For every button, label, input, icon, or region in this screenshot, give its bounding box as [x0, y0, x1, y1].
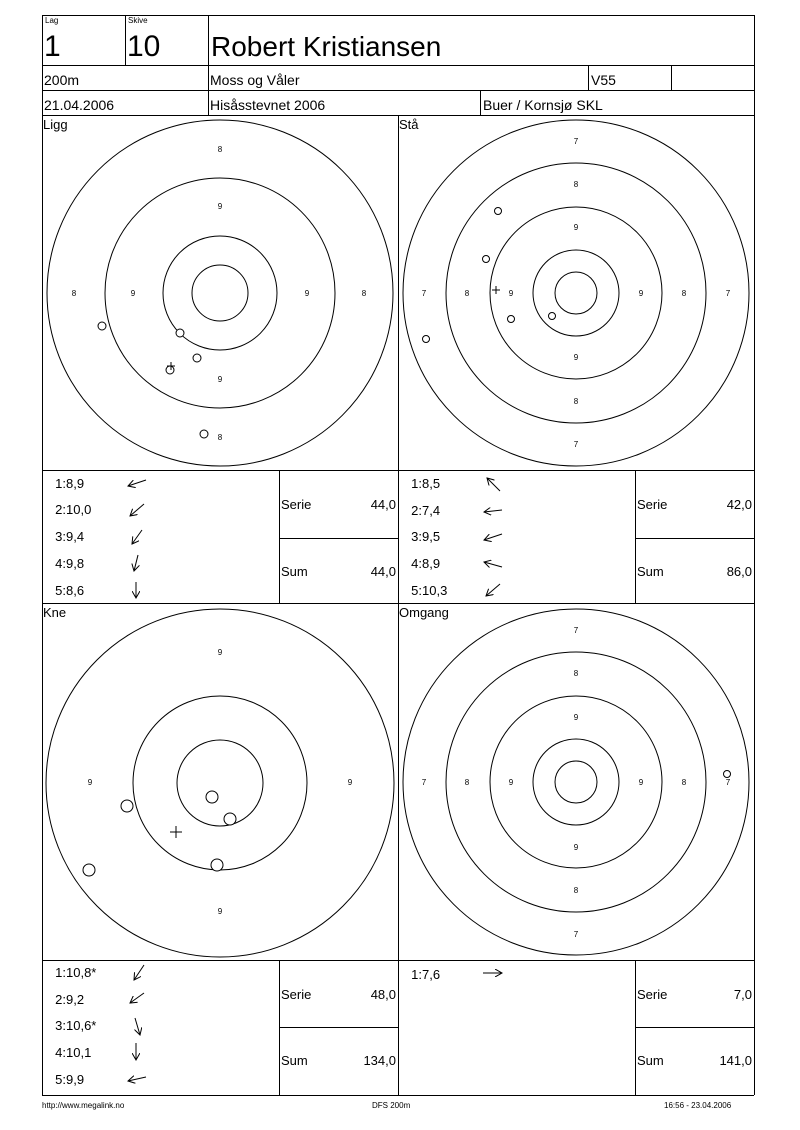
- arrow-icon: [487, 478, 500, 491]
- panel-title-kne: Kne: [43, 605, 67, 620]
- ring-label: 7: [573, 626, 579, 635]
- panel-title-sta: Stå: [399, 117, 419, 132]
- ring-label: 9: [638, 778, 644, 787]
- class: V55: [591, 72, 616, 88]
- sum-label: Sum: [637, 564, 664, 579]
- serie-label: Serie: [637, 497, 668, 512]
- ring-label: 8: [573, 669, 579, 678]
- footer-program: DFS 200m: [372, 1101, 411, 1110]
- ring-label: 9: [217, 648, 223, 657]
- serie-label: Serie: [637, 987, 668, 1002]
- ring-label: 9: [638, 289, 644, 298]
- ring-label: 9: [573, 843, 579, 852]
- ring-label: 9: [573, 713, 579, 722]
- arrow-icon: [484, 510, 502, 512]
- shot-row: 3:9,4: [55, 529, 85, 544]
- team-number: 1: [44, 30, 61, 63]
- arrow-icon: [128, 480, 146, 486]
- sum-label: Sum: [637, 1053, 664, 1068]
- ring-label: 9: [508, 778, 514, 787]
- shot-row: 5:8,6: [55, 583, 85, 598]
- ring-label: 9: [87, 778, 93, 787]
- serie-value: 42,0: [726, 497, 752, 512]
- ring-label: 7: [421, 778, 427, 787]
- event-name: Hisåsstevnet 2006: [210, 97, 326, 113]
- ring-label: 7: [725, 778, 731, 787]
- serie-label: Serie: [281, 497, 312, 512]
- serie-value: 7,0: [733, 987, 752, 1002]
- ring-label: 8: [464, 778, 470, 787]
- ring-label: 7: [421, 289, 427, 298]
- arrow-icon: [130, 504, 144, 516]
- shot-row: 4:8,9: [411, 556, 441, 571]
- panel-title-omgang: Omgang: [399, 605, 449, 620]
- ring-label: 8: [681, 289, 687, 298]
- ring-label: 8: [573, 886, 579, 895]
- ring-label: 8: [573, 397, 579, 406]
- ring-label: 8: [217, 145, 223, 154]
- ring-label: 9: [573, 353, 579, 362]
- ring-label: 9: [217, 907, 223, 916]
- shot-row: 1:8,9: [55, 476, 85, 491]
- sum-label: Sum: [281, 564, 308, 579]
- ring-label: 9: [347, 778, 353, 787]
- date: 21.04.2006: [44, 97, 115, 113]
- ring-label: 8: [71, 289, 77, 298]
- arrow-icon: [135, 1018, 140, 1035]
- arrow-icon: [486, 584, 500, 596]
- shot-row: 4:10,1: [55, 1045, 92, 1060]
- footer-timestamp: 16:56 - 23.04.2006: [664, 1101, 732, 1110]
- footer-link[interactable]: http://www.megalink.no: [42, 1101, 125, 1110]
- shot-row: 2:10,0: [55, 502, 92, 517]
- sum-value: 44,0: [370, 564, 396, 579]
- ring-label: 8: [681, 778, 687, 787]
- ring-label: 7: [573, 440, 579, 449]
- skive-label: Skive: [128, 16, 148, 25]
- shot-row: 1:8,5: [411, 476, 441, 491]
- ring-label: 7: [725, 289, 731, 298]
- sum-value: 134,0: [363, 1053, 396, 1068]
- arrow-icon: [128, 1077, 146, 1081]
- ring-label: 9: [217, 202, 223, 211]
- shot-row: 1:10,8*: [55, 965, 97, 980]
- serie-value: 48,0: [370, 987, 396, 1002]
- lag-label: Lag: [45, 16, 59, 25]
- shot-row: 3:9,5: [411, 529, 441, 544]
- venue: Buer / Kornsjø SKL: [483, 97, 603, 113]
- arrow-icon: [134, 965, 144, 980]
- shot-row: 2:9,2: [55, 992, 85, 1007]
- arrow-icon: [484, 562, 502, 567]
- panel-title-ligg: Ligg: [43, 117, 68, 132]
- ring-label: 8: [573, 180, 579, 189]
- ring-label: 9: [508, 289, 514, 298]
- shot-row: 3:10,6*: [55, 1018, 97, 1033]
- shot-row: 4:9,8: [55, 556, 85, 571]
- shot-row: 5:10,3: [411, 583, 448, 598]
- arrow-icon: [130, 993, 144, 1003]
- distance: 200m: [44, 72, 80, 88]
- ring-label: 8: [217, 433, 223, 442]
- serie-label: Serie: [281, 987, 312, 1002]
- arrow-icon: [134, 555, 138, 571]
- club: Moss og Våler: [210, 72, 300, 88]
- shot-row: 5:9,9: [55, 1072, 85, 1087]
- shooter-name: Robert Kristiansen: [211, 31, 442, 62]
- ring-label: 8: [464, 289, 470, 298]
- ring-label: 9: [573, 223, 579, 232]
- sum-value: 141,0: [719, 1053, 752, 1068]
- arrow-icon: [484, 534, 502, 540]
- serie-value: 44,0: [370, 497, 396, 512]
- shot-row: 2:7,4: [411, 503, 441, 518]
- target-number: 10: [127, 30, 161, 63]
- ring-label: 9: [304, 289, 310, 298]
- ring-label: 8: [361, 289, 367, 298]
- sum-label: Sum: [281, 1053, 308, 1068]
- shot-row: 1:7,6: [411, 967, 441, 982]
- ring-label: 9: [130, 289, 136, 298]
- sum-value: 86,0: [726, 564, 752, 579]
- ring-label: 9: [217, 375, 223, 384]
- ring-label: 7: [573, 930, 579, 939]
- arrow-icon: [132, 530, 142, 544]
- ring-label: 7: [573, 137, 579, 146]
